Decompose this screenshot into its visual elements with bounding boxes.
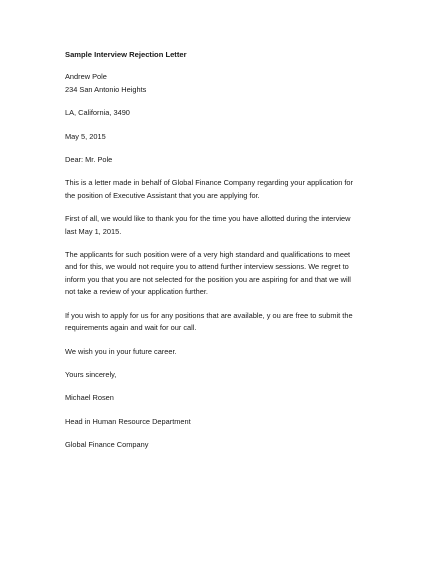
sender-street: 234 San Antonio Heights xyxy=(65,84,147,94)
paragraph-line: If you wish to apply for us for any positions that are available, y ou are free to submit the xyxy=(65,310,353,320)
paragraph-thanks xyxy=(65,213,375,238)
salutation-block xyxy=(65,154,375,166)
paragraph-line: The applicants for such position were of a very high standard and qualifications to meet xyxy=(65,250,351,260)
sender-city-block xyxy=(65,107,375,119)
paragraph-line: requirements again and wait for our call. xyxy=(65,323,197,333)
paragraph-intro xyxy=(65,177,375,202)
paragraph-line: inform you that you are not selected for the position you are aspiring for and that we will xyxy=(65,274,351,284)
paragraph-line: and for this, we would not require you to attend further interview sessions. We regret to xyxy=(65,262,349,272)
letter-body xyxy=(65,49,375,463)
signer-title: Head in Human Resource Department xyxy=(65,416,191,426)
signer-company-block xyxy=(65,439,375,451)
paragraph-line: We wish you in your future career. xyxy=(65,346,177,356)
document-title: Sample Interview Rejection Letter xyxy=(65,50,187,59)
paragraph-reapply xyxy=(65,310,375,335)
paragraph-line: First of all, we would like to thank you for the time you have allotted during the interview xyxy=(65,214,351,224)
sender-name: Andrew Pole xyxy=(65,72,107,82)
paragraph-wishes xyxy=(65,346,375,358)
paragraph-decision xyxy=(65,249,375,299)
paragraph-line: the position of Executive Assistant that you are applying for. xyxy=(65,190,260,200)
paragraph-line: last May 1, 2015. xyxy=(65,226,122,236)
closing-block xyxy=(65,369,375,381)
signer-company: Global Finance Company xyxy=(65,440,149,450)
paragraph-line: not take a review of your application further. xyxy=(65,287,208,297)
signer-name-block xyxy=(65,392,375,404)
signer-title-block xyxy=(65,416,375,428)
letter-date: May 5, 2015 xyxy=(65,131,106,141)
signer-name: Michael Rosen xyxy=(65,393,114,403)
paragraph-line: This is a letter made in behalf of Global Finance Company regarding your application for xyxy=(65,178,353,188)
closing: Yours sincerely, xyxy=(65,369,117,379)
sender-address xyxy=(65,71,375,96)
sender-city: LA, California, 3490 xyxy=(65,108,130,118)
date-block xyxy=(65,131,375,143)
salutation: Dear: Mr. Pole xyxy=(65,155,113,165)
